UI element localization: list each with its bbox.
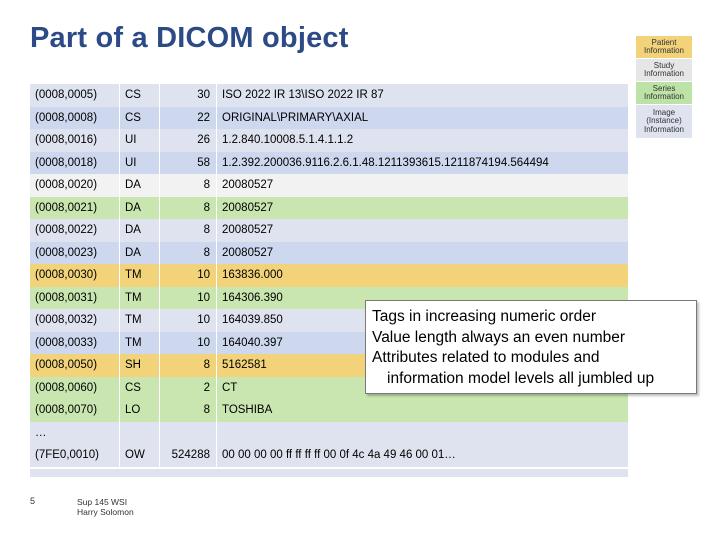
callout-line-1: Tags in increasing numeric order bbox=[372, 308, 596, 325]
value-cell: 5162581 bbox=[222, 359, 267, 372]
length-cell: 8 bbox=[160, 399, 217, 422]
vr-cell: LO bbox=[120, 399, 160, 422]
table-row bbox=[30, 107, 628, 130]
length-cell: 8 bbox=[160, 219, 217, 242]
length-cell: 8 bbox=[160, 354, 217, 377]
value-cell: 20080527 bbox=[222, 246, 274, 259]
vr-cell: UI bbox=[120, 152, 160, 175]
vr-cell: TM bbox=[120, 287, 160, 310]
callout-line-4: information model levels all jumbled up bbox=[387, 369, 655, 387]
tag-cell: (0008,0008) bbox=[30, 107, 120, 130]
slide-title: Part of a DICOM object bbox=[30, 22, 349, 54]
value-cell: CT bbox=[222, 381, 238, 394]
tag-cell: (0008,0050) bbox=[30, 354, 120, 377]
vr-cell: CS bbox=[120, 84, 160, 107]
table-row bbox=[30, 242, 628, 265]
value-cell: 163836.000 bbox=[222, 269, 283, 282]
vr-cell: SH bbox=[120, 354, 160, 377]
tag-cell: (0008,0022) bbox=[30, 219, 120, 242]
value-cell: 20080527 bbox=[222, 201, 274, 214]
page-number: 5 bbox=[30, 496, 36, 506]
value-cell: 20080527 bbox=[222, 179, 274, 192]
vr-cell: DA bbox=[120, 197, 160, 220]
vr-cell bbox=[120, 422, 160, 445]
vr-cell: TM bbox=[120, 309, 160, 332]
value-cell: ORIGINAL\PRIMARY\AXIAL bbox=[222, 111, 369, 124]
footer-line-2: Harry Solomon bbox=[77, 507, 134, 517]
table-bottom-strip bbox=[30, 469, 628, 477]
tag-cell: (0008,0005) bbox=[30, 84, 120, 107]
vr-cell: TM bbox=[120, 264, 160, 287]
tag-cell: (0008,0070) bbox=[30, 399, 120, 422]
value-cell: 1.2.392.200036.9116.2.6.1.48.1211393615.1211874194.564494 bbox=[222, 156, 549, 169]
legend-study: Study Information bbox=[636, 59, 692, 81]
tag-cell: (0008,0016) bbox=[30, 129, 120, 152]
length-cell: 26 bbox=[160, 129, 217, 152]
length-cell: 10 bbox=[160, 332, 217, 355]
vr-cell: DA bbox=[120, 219, 160, 242]
information-level-legend bbox=[636, 36, 692, 139]
legend-patient: Patient Information bbox=[636, 36, 692, 58]
length-cell: 30 bbox=[160, 84, 217, 107]
legend-image: Image (Instance) Information bbox=[636, 105, 692, 138]
vr-cell: DA bbox=[120, 242, 160, 265]
tag-cell: (0008,0021) bbox=[30, 197, 120, 220]
tag-cell: (0008,0018) bbox=[30, 152, 120, 175]
tag-cell: (0008,0033) bbox=[30, 332, 120, 355]
legend-series: Series Information bbox=[636, 82, 692, 104]
tag-cell: (0008,0060) bbox=[30, 377, 120, 400]
length-cell: 10 bbox=[160, 309, 217, 332]
table-row bbox=[30, 422, 628, 445]
tag-cell: (0008,0031) bbox=[30, 287, 120, 310]
vr-cell: CS bbox=[120, 377, 160, 400]
table-row bbox=[30, 129, 628, 152]
dicom-attribute-table bbox=[30, 84, 628, 467]
tag-cell: (0008,0032) bbox=[30, 309, 120, 332]
value-cell: 1.2.840.10008.5.1.4.1.1.2 bbox=[222, 134, 354, 147]
tag-cell: (7FE0,0010) bbox=[30, 444, 120, 467]
footer-line-1: Sup 145 WSI bbox=[77, 497, 128, 507]
table-row bbox=[30, 444, 628, 467]
table-row bbox=[30, 197, 628, 220]
table-row bbox=[30, 264, 628, 287]
value-cell: 20080527 bbox=[222, 224, 274, 237]
callout-box bbox=[365, 300, 697, 394]
length-cell: 2 bbox=[160, 377, 217, 400]
table-row bbox=[30, 219, 628, 242]
callout-line-3: Attributes related to modules and bbox=[372, 349, 600, 366]
length-cell: 10 bbox=[160, 287, 217, 310]
callout-line-2: Value length always an even number bbox=[372, 328, 626, 346]
length-cell: 8 bbox=[160, 197, 217, 220]
value-cell: 164039.850 bbox=[222, 314, 283, 327]
footer-credits bbox=[77, 497, 134, 517]
tag-cell: (0008,0030) bbox=[30, 264, 120, 287]
value-cell: TOSHIBA bbox=[222, 404, 273, 417]
tag-cell: (0008,0020) bbox=[30, 174, 120, 197]
length-cell: 58 bbox=[160, 152, 217, 175]
value-cell bbox=[217, 422, 628, 445]
table-row bbox=[30, 174, 628, 197]
value-cell: 00 00 00 00 ff ff ff ff 00 0f 4c 4a 49 46 00 01… bbox=[222, 449, 456, 462]
tag-cell: (0008,0023) bbox=[30, 242, 120, 265]
length-cell: 10 bbox=[160, 264, 217, 287]
table-row bbox=[30, 152, 628, 175]
length-cell: 22 bbox=[160, 107, 217, 130]
value-cell: 164040.397 bbox=[222, 336, 283, 349]
vr-cell: UI bbox=[120, 129, 160, 152]
vr-cell: TM bbox=[120, 332, 160, 355]
vr-cell: OW bbox=[120, 444, 160, 467]
vr-cell: DA bbox=[120, 174, 160, 197]
value-cell: ISO 2022 IR 13\ISO 2022 IR 87 bbox=[222, 89, 384, 102]
value-cell: 164306.390 bbox=[222, 291, 283, 304]
length-cell: 8 bbox=[160, 174, 217, 197]
length-cell bbox=[160, 422, 217, 445]
table-row bbox=[30, 399, 628, 422]
length-cell: 524288 bbox=[160, 444, 217, 467]
tag-cell: … bbox=[30, 422, 120, 445]
length-cell: 8 bbox=[160, 242, 217, 265]
table-row bbox=[30, 84, 628, 107]
vr-cell: CS bbox=[120, 107, 160, 130]
